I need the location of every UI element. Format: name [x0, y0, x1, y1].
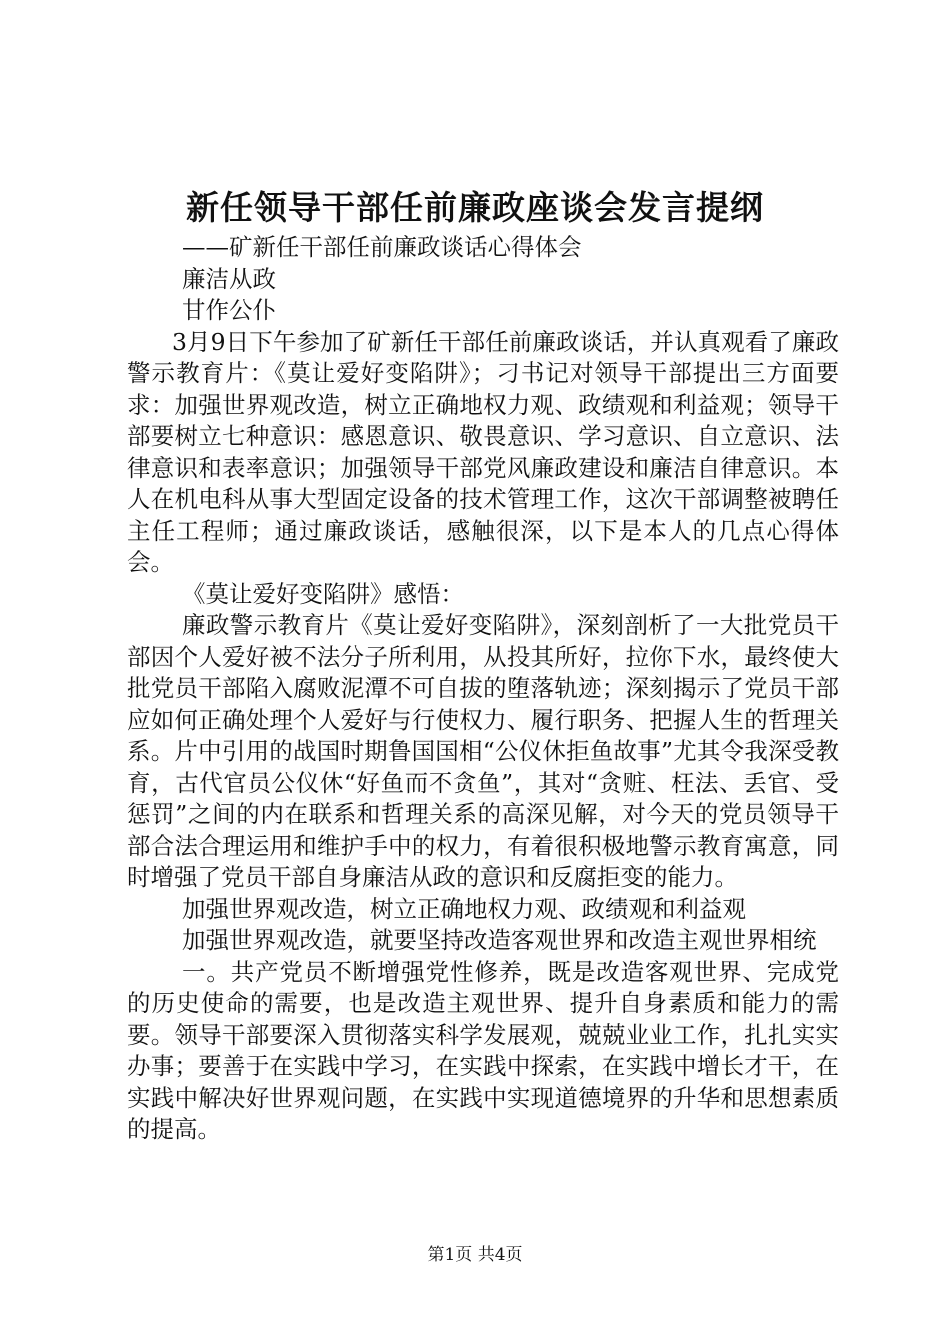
document-body [127, 232, 839, 1146]
document-subtitle: ——矿新任干部任前廉政谈话心得体会 [182, 233, 582, 261]
paragraph-worldview-body: 一。共产党员不断增强党性修养，既是改造客观世界、完成党的历史使命的需要，也是改造主观世界、提升自身素质和能力的需要。领导干部要深入贯彻落实科学发展观，兢兢业业工作，扎扎实实办事；要善于在实践中学习，在实践中探索，在实践中增长才干，在实践中解决好世界观问题，在实践中实现道德境界的升华和思想素质的提高。 [127, 957, 839, 1143]
document-title: 新任领导干部任前廉政座谈会发言提纲 [186, 188, 764, 227]
paragraph-worldview-lead: 加强世界观改造，就要坚持改造客观世界和改造主观世界相统 [182, 926, 817, 954]
heading-line-2: 甘作公仆 [182, 296, 276, 324]
section-heading-worldview: 加强世界观改造，树立正确地权力观、政绩观和利益观 [182, 894, 746, 923]
heading-line-1: 廉洁从政 [182, 264, 276, 293]
section-heading-film: 《莫让爱好变陷阱》感悟： [182, 579, 464, 608]
paragraph-film-review: 廉政警示教育片《莫让爱好变陷阱》，深刻剖析了一大批党员干部因个人爱好被不法分子所利用，从投其所好，拉你下水，最终使大批党员干部陷入腐败泥潭不可自拔的堕落轨迹；深刻揭示了党员干部应如何正确处理个人爱好与行使权力、履行职务、把握人生的哲理关系。片中引用的战国时期鲁国国相“公仪休拒鱼故事”尤其令我深受教育，古代官员公仪休“好鱼而不贪鱼”，其对“贪赃、枉法、丢官、受惩罚”之间的内在联系和哲理关系的高深见解，对今天的党员领导干部合法合理运用和维护手中的权力，有着很积极地警示教育寓意，同时增强了党员干部自身廉洁从政的意识和反腐拒变的能力。 [127, 611, 839, 891]
paragraph-intro: 3月9日下午参加了矿新任干部任前廉政谈话，并认真观看了廉政警示教育片：《莫让爱好变陷阱》；刁书记对领导干部提出三方面要求：加强世界观改造，树立正确地权力观、政绩观和利益观；领导干部要树立七种意识：感恩意识、敬畏意识、学习意识、自立意识、法律意识和表率意识；加强领导干部党风廉政建设和廉洁自律意识。本人在机电科从事大型固定设备的技术管理工作，这次干部调整被聘任主任工程师；通过廉政谈话，感触很深，以下是本人的几点心得体会。 [127, 327, 839, 576]
page-number-footer: 第1页 共4页 [427, 1245, 523, 1265]
